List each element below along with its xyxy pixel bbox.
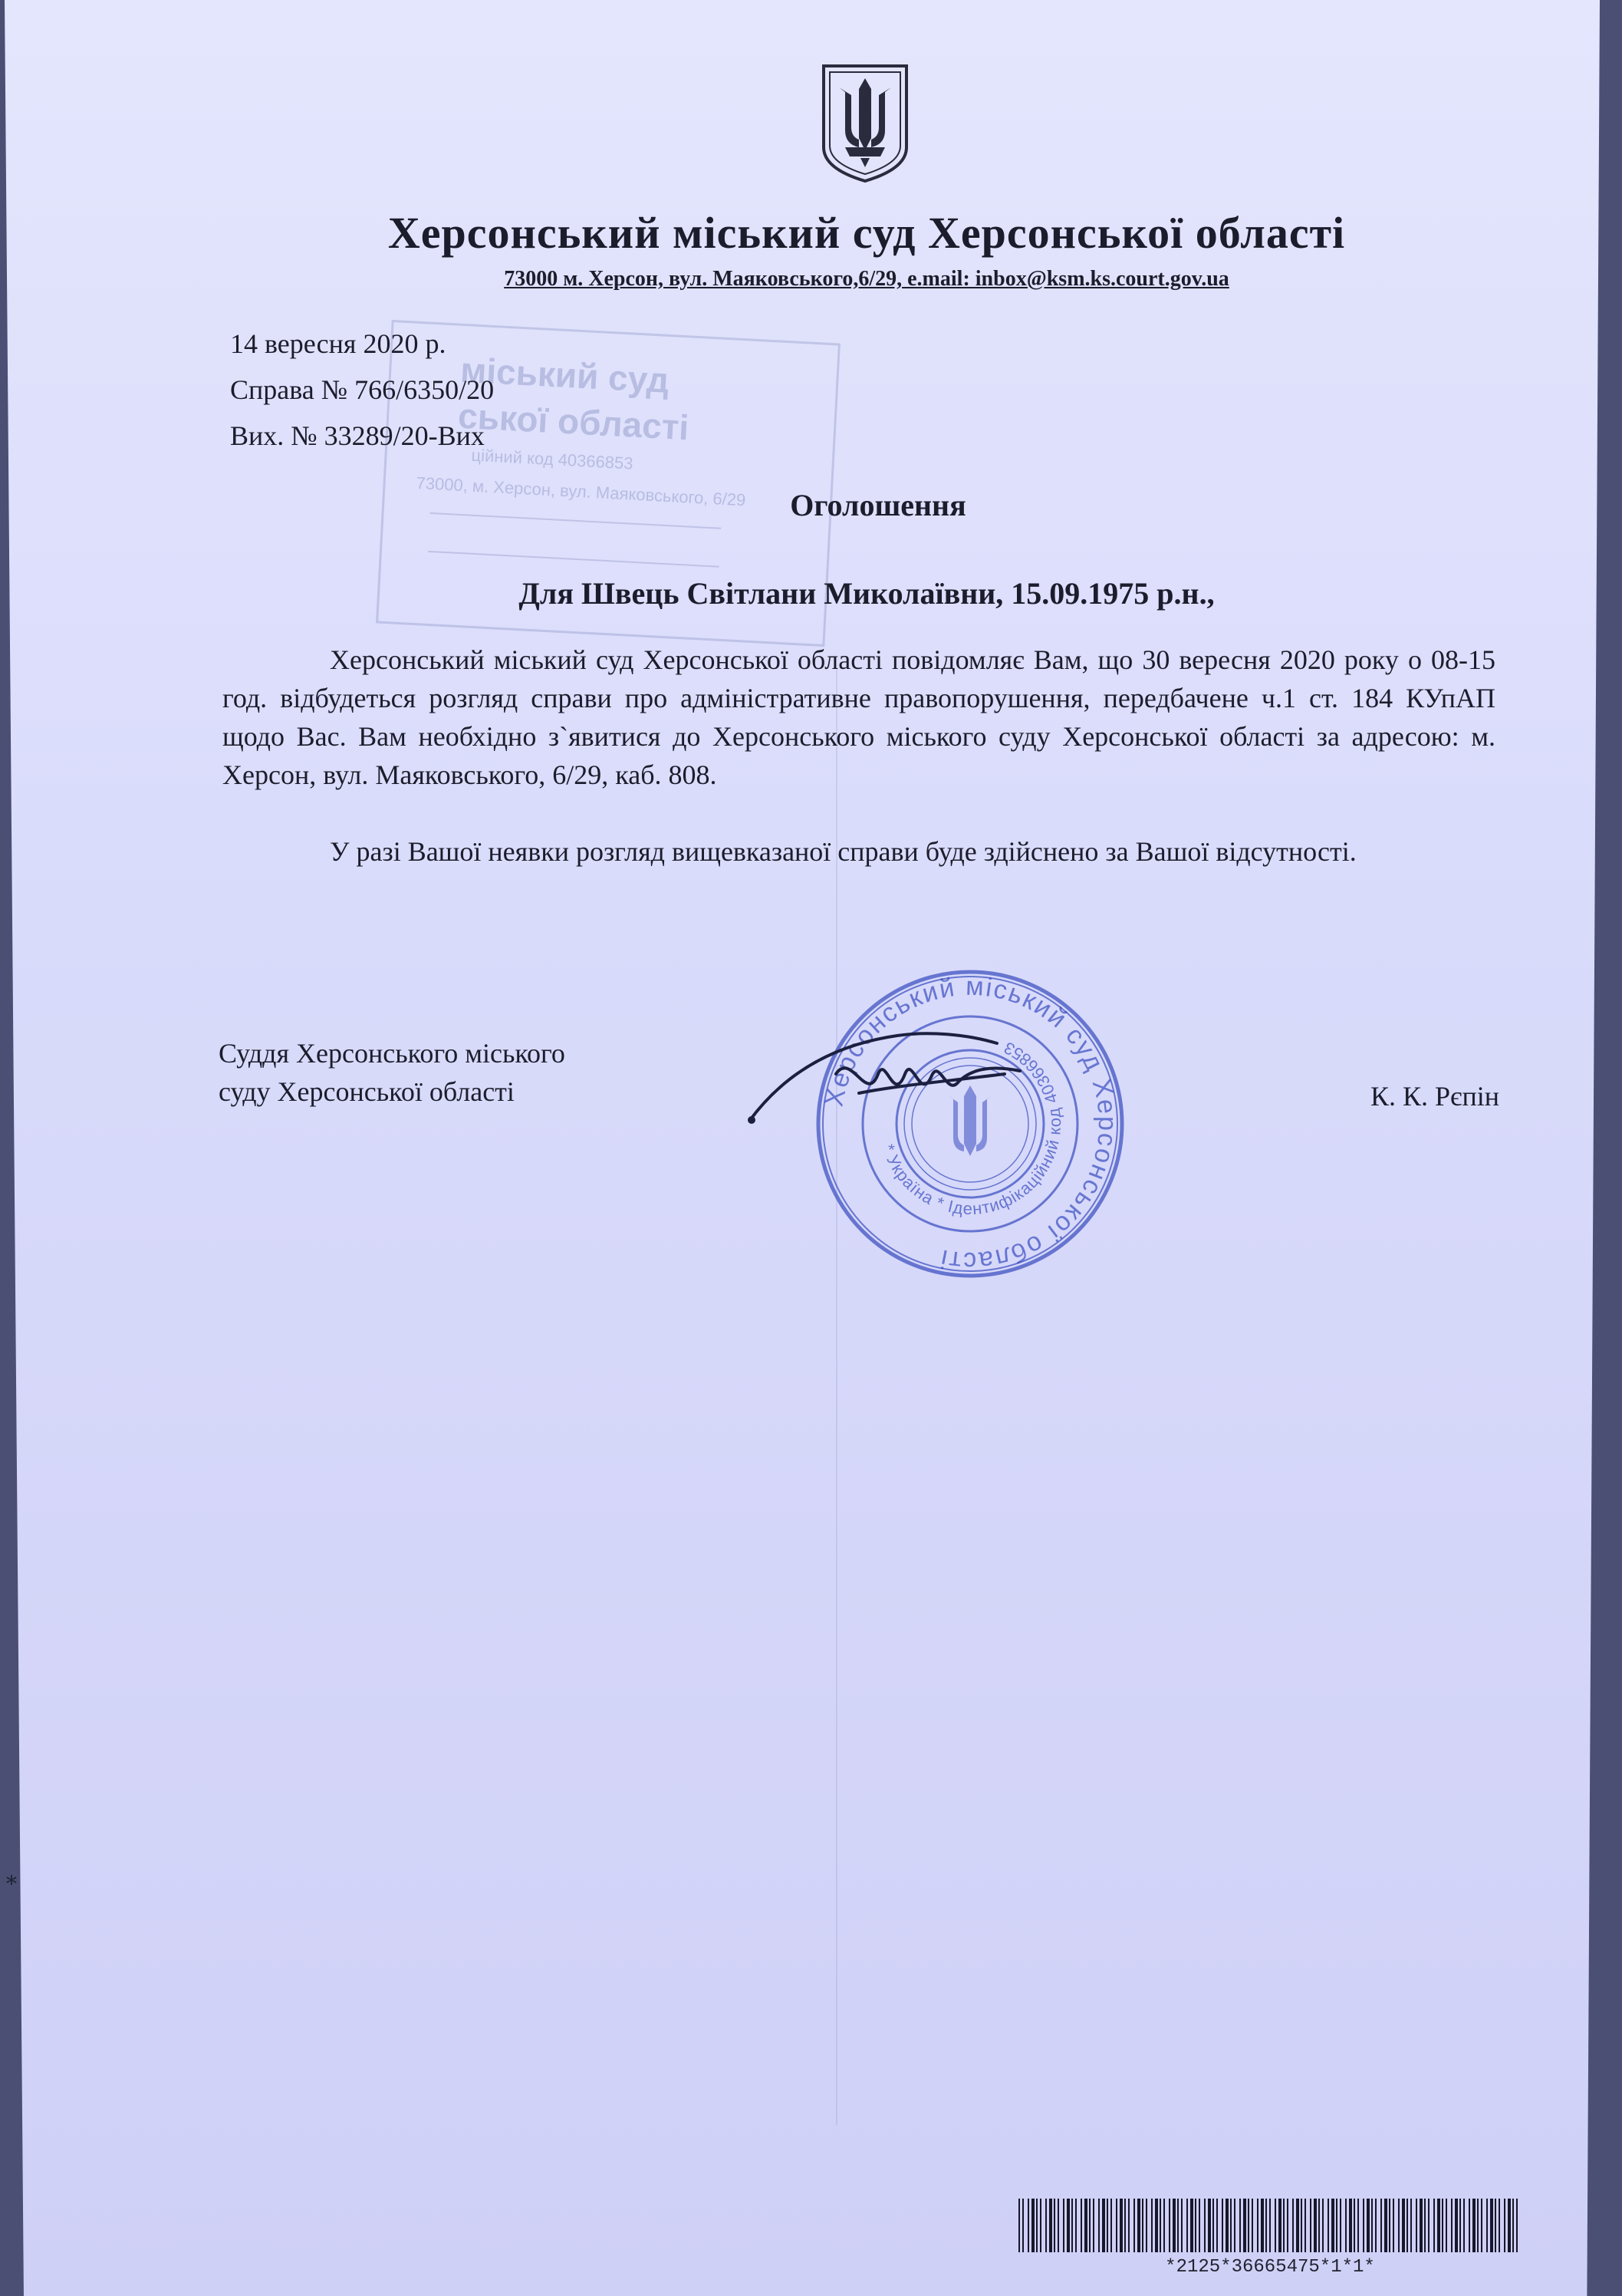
- barcode-bar: [1107, 2199, 1108, 2252]
- barcode-bar: [1349, 2199, 1352, 2252]
- barcode-bar: [1067, 2199, 1070, 2252]
- barcode-bar: [1331, 2199, 1334, 2252]
- barcode-bar: [1075, 2199, 1077, 2252]
- barcode-bar: [1292, 2199, 1294, 2252]
- barcode-bar: [1124, 2199, 1126, 2252]
- barcode-bar: [1142, 2199, 1143, 2252]
- barcode-bar: [1128, 2199, 1130, 2252]
- registration-stamp-line3: ційний код 40366853: [471, 445, 634, 473]
- document-meta: [230, 321, 494, 459]
- outgoing-number: Вих. № 33289/20-Вих: [230, 420, 485, 451]
- barcode-bar: [1402, 2199, 1405, 2252]
- barcode-bar: [1345, 2199, 1347, 2252]
- barcode-bar: [1490, 2199, 1493, 2252]
- barcode-bar: [1278, 2199, 1281, 2252]
- barcode-bar: [1063, 2199, 1064, 2252]
- barcode-bar: [1407, 2199, 1408, 2252]
- barcode-bar: [1098, 2199, 1100, 2252]
- barcode-bar: [1310, 2199, 1311, 2252]
- barcode-bar: [1516, 2199, 1518, 2252]
- barcode-bar: [1389, 2199, 1390, 2252]
- notice-paragraph-1: Херсонський міський суд Херсонської області повідомляє Вам, що 30 вересня 2020 року о 08-15 год. відбудеться розгляд справи про адміністративне правопорушення, передбачене ч.1 ст. 184 КУпАП щодо Вас. Вам необхідно з`явитися до Херсонського міського суду Херсонської області за адресою: м. Херсон, вул. Маяковського, 6/29, каб. 808.: [222, 644, 1495, 790]
- barcode-bar: [1481, 2199, 1482, 2252]
- barcode-bar: [1054, 2199, 1055, 2252]
- barcode-bar: [1328, 2199, 1329, 2252]
- barcode-bar: [1322, 2199, 1324, 2252]
- barcode-bar: [1169, 2199, 1170, 2252]
- judge-position: [219, 1034, 565, 1111]
- barcode-bar: [1455, 2199, 1458, 2252]
- barcode-bar: [1243, 2199, 1246, 2252]
- judge-name: К. К. Рєпін: [1370, 1081, 1499, 1112]
- barcode-bar: [1212, 2199, 1214, 2252]
- barcode-bar: [1446, 2199, 1447, 2252]
- barcode-bar: [1371, 2199, 1373, 2252]
- barcode-bar: [1367, 2199, 1370, 2252]
- barcode-bar: [1495, 2199, 1496, 2252]
- barcode-bar: [1428, 2199, 1430, 2252]
- barcode-text: *2125*36665475*1*1*: [1165, 2257, 1375, 2278]
- barcode-bar: [1110, 2199, 1112, 2252]
- barcode-bar: [1084, 2199, 1087, 2252]
- barcode-bar: [1437, 2199, 1440, 2252]
- barcode-bar: [1102, 2199, 1105, 2252]
- barcode-bar: [1190, 2199, 1193, 2252]
- barcode-bar: [1208, 2199, 1211, 2252]
- court-address: [230, 267, 1503, 292]
- notice-heading: Оголошення: [790, 488, 966, 522]
- barcode-bar: [1199, 2199, 1200, 2252]
- barcode-bar: [1336, 2199, 1337, 2252]
- paper-fold-crease: [836, 667, 837, 2125]
- barcode-bar: [1477, 2199, 1479, 2252]
- barcode-bar: [1375, 2199, 1377, 2252]
- seal-outer-text: Херсонський міський суд Херсонської області: [819, 971, 1123, 1276]
- barcode-bar: [1287, 2199, 1288, 2252]
- barcode-bar: [1186, 2199, 1188, 2252]
- barcode-bar: [1275, 2199, 1276, 2252]
- barcode-bar: [1416, 2199, 1417, 2252]
- document-barcode: [1018, 2199, 1522, 2252]
- barcode-bar: [1257, 2199, 1258, 2252]
- barcode-bar: [1420, 2199, 1423, 2252]
- barcode-bar: [1222, 2199, 1223, 2252]
- barcode-bar: [1252, 2199, 1253, 2252]
- barcode-bar: [1036, 2199, 1038, 2252]
- barcode-bar: [1195, 2199, 1196, 2252]
- handwritten-signature: [744, 1020, 1035, 1135]
- document-date: 14 вересня 2020 р.: [230, 328, 446, 359]
- barcode-bar: [1234, 2199, 1235, 2252]
- barcode-bar: [1226, 2199, 1229, 2252]
- barcode-bar: [1265, 2199, 1267, 2252]
- barcode-bar: [1499, 2199, 1500, 2252]
- trident-coat-of-arms-icon: [819, 61, 911, 184]
- barcode-bar: [1204, 2199, 1206, 2252]
- barcode-bar: [1028, 2199, 1029, 2252]
- barcode-bar: [1089, 2199, 1091, 2252]
- barcode-bar: [1022, 2199, 1024, 2252]
- notice-paragraph-2: У разі Вашої неявки розгляд вищевказаної справи буде здійснено за Вашої відсутності.: [330, 836, 1357, 867]
- barcode-bar: [1163, 2199, 1165, 2252]
- registration-stamp-line4: 73000, м. Херсон, вул. Маяковського, 6/29: [416, 473, 746, 510]
- judge-position-line2: суду Херсонської області: [219, 1076, 515, 1107]
- barcode-bar: [1146, 2199, 1147, 2252]
- barcode-bar: [1261, 2199, 1264, 2252]
- barcode-bar: [1301, 2199, 1302, 2252]
- registration-stamp-line1: міський суд: [459, 349, 670, 400]
- barcode-bar: [1318, 2199, 1320, 2252]
- barcode-bar: [1216, 2199, 1218, 2252]
- barcode-bar: [1398, 2199, 1400, 2252]
- notice-recipient: Для Швець Світлани Миколаївни, 15.09.1975 р.н.,: [518, 576, 1215, 611]
- barcode-bar: [1305, 2199, 1306, 2252]
- edge-mark-icon: ⁎: [6, 1866, 17, 1889]
- barcode-bar: [1472, 2199, 1476, 2252]
- barcode-bar: [1459, 2199, 1461, 2252]
- barcode-bar: [1469, 2199, 1470, 2252]
- barcode-bar: [1424, 2199, 1426, 2252]
- barcode-bar: [1040, 2199, 1041, 2252]
- barcode-bar: [1177, 2199, 1179, 2252]
- barcode-bar: [1269, 2199, 1271, 2252]
- barcode-bar: [1363, 2199, 1364, 2252]
- barcode-bar: [1380, 2199, 1382, 2252]
- court-address-text: 73000 м. Херсон, вул. Маяковського,6/29, e.mail: inbox@ksm.ks.court.gov.ua: [504, 267, 1229, 291]
- barcode-bar: [1442, 2199, 1443, 2252]
- barcode-bar: [1508, 2199, 1511, 2252]
- barcode-bar: [1058, 2199, 1059, 2252]
- barcode-bar: [1296, 2199, 1299, 2252]
- barcode-bar: [1181, 2199, 1183, 2252]
- barcode-bar: [1314, 2199, 1317, 2252]
- barcode-bar: [1340, 2199, 1341, 2252]
- barcode-bar: [1393, 2199, 1394, 2252]
- judge-position-line1: Суддя Херсонського міського: [219, 1038, 565, 1069]
- barcode-bar: [1433, 2199, 1435, 2252]
- barcode-bar: [1248, 2199, 1249, 2252]
- barcode-bar: [1410, 2199, 1412, 2252]
- barcode-bar: [1283, 2199, 1285, 2252]
- barcode-bar: [1133, 2199, 1135, 2252]
- barcode-bar: [1463, 2199, 1465, 2252]
- barcode-bar: [1081, 2199, 1082, 2252]
- barcode-bar: [1451, 2199, 1453, 2252]
- court-title: Херсонський міський суд Херсонської області: [387, 208, 1346, 258]
- barcode-bar: [1504, 2199, 1505, 2252]
- barcode-bar: [1031, 2199, 1035, 2252]
- registration-stamp-line2: ської області: [456, 395, 690, 448]
- barcode-bar: [1357, 2199, 1359, 2252]
- case-number: Справа № 766/6350/20: [230, 374, 495, 405]
- barcode-bar: [1155, 2199, 1158, 2252]
- barcode-bar: [1071, 2199, 1073, 2252]
- barcode-bar: [1512, 2199, 1514, 2252]
- barcode-bar: [1045, 2199, 1047, 2252]
- barcode-bar: [1120, 2199, 1123, 2252]
- barcode-bar: [1116, 2199, 1117, 2252]
- barcode-bar: [1137, 2199, 1140, 2252]
- barcode-bar: [1151, 2199, 1153, 2252]
- barcode-bar: [1093, 2199, 1094, 2252]
- barcode-bar: [1384, 2199, 1387, 2252]
- barcode-bar: [1354, 2199, 1355, 2252]
- barcode-bar: [1486, 2199, 1488, 2252]
- registration-stamp-rule: [428, 551, 719, 568]
- barcode-bar: [1173, 2199, 1176, 2252]
- barcode-bar: [1160, 2199, 1161, 2252]
- seal-inner-text: * Україна * Ідентифікаційний код 40366853: [878, 1037, 1065, 1219]
- barcode-bar: [1239, 2199, 1241, 2252]
- barcode-bar: [1049, 2199, 1052, 2252]
- barcode-bar: [1018, 2199, 1020, 2252]
- barcode-bar: [1230, 2199, 1232, 2252]
